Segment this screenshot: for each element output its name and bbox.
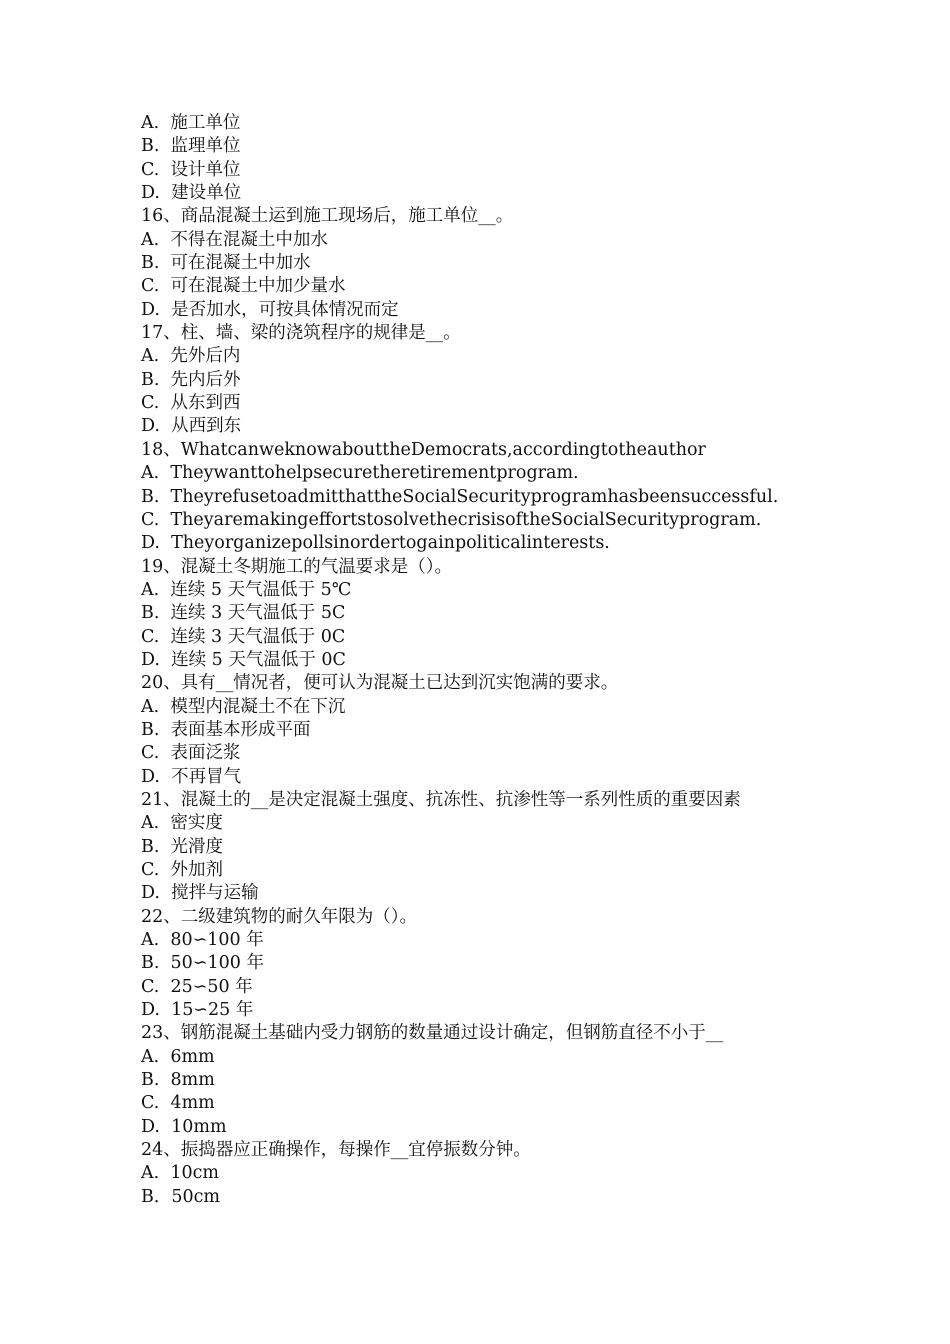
option-a-line: A. 密实度	[141, 813, 223, 834]
option-a-line: A. 模型内混凝土不在下沉	[141, 696, 346, 717]
option-d-line: D. 15∽25 年	[141, 1000, 254, 1021]
option-a-line: A. 6mm	[141, 1046, 215, 1067]
option-a-line: A. 施工单位	[141, 113, 241, 133]
document-page	[141, 112, 901, 1209]
question-22: 22、二级建筑物的耐久年限为（）。	[141, 906, 418, 927]
question-23: 23、钢筋混凝土基础内受力钢筋的数量通过设计确定，但钢筋直径不小于__	[141, 1023, 724, 1044]
option-b-line: B. 光滑度	[141, 836, 224, 857]
question-18: 18、WhatcanweknowabouttheDemocrats,accordingtotheauthor	[141, 439, 706, 460]
question-21: 21、混凝土的__是决定混凝土强度、抗冻性、抗渗性等一系列性质的重要因素	[141, 789, 741, 810]
option-c-line: C. 设计单位	[141, 159, 241, 180]
option-d-line: D. Theyorganizepollsinordertogainpoliticalinterests.	[141, 533, 610, 554]
option-b-line: B. 表面基本形成平面	[141, 719, 311, 740]
option-c-line: C. 可在混凝土中加少量水	[141, 276, 346, 297]
option-b-line: B. 连续 3 天气温低于 5C	[141, 603, 346, 624]
option-c-line: C. 外加剂	[141, 860, 223, 880]
option-c-line: C. 表面泛浆	[141, 743, 241, 764]
question-16: 16、商品混凝土运到施工现场后，施工单位__。	[141, 206, 514, 227]
question-20: 20、具有__情况者，便可认为混凝土已达到沉实饱满的要求。	[141, 673, 619, 694]
option-c-line: C. 连续 3 天气温低于 0C	[141, 626, 346, 647]
option-d-line: D. 从西到东	[141, 416, 242, 437]
option-d-line: D. 是否加水，可按具体情况而定	[141, 299, 399, 320]
option-a-line: A. Theywanttohelpsecuretheretirementprogram.	[141, 463, 579, 484]
option-a-line: A. 10cm	[141, 1163, 219, 1184]
option-a-line: A. 80∽100 年	[141, 930, 264, 951]
option-c-line: C. 从东到西	[141, 393, 241, 414]
question-17: 17、柱、墙、梁的浇筑程序的规律是__。	[141, 323, 461, 344]
option-a-line: A. 先外后内	[141, 346, 241, 367]
option-a-line: A. 不得在混凝土中加水	[141, 229, 328, 250]
option-b-line: B. TheyrefusetoadmitthattheSocialSecurityprogramhasbeensuccessful.	[141, 486, 779, 507]
option-b-line: B. 监理单位	[141, 136, 241, 157]
option-d-line: D. 建设单位	[141, 183, 242, 204]
option-c-line: C. 4mm	[141, 1093, 215, 1114]
option-c-line: C. 25∽50 年	[141, 976, 253, 997]
option-d-line: D. 连续 5 天气温低于 0C	[141, 649, 346, 670]
option-b-line: B. 8mm	[141, 1070, 215, 1091]
option-d-line: D. 搅拌与运输	[141, 883, 259, 904]
option-d-line: D. 不再冒气	[141, 766, 242, 787]
option-b-line: B. 先内后外	[141, 369, 241, 390]
question-19: 19、混凝土冬期施工的气温要求是（）。	[141, 556, 453, 577]
option-d-line: D. 10mm	[141, 1116, 227, 1137]
option-b-line: B. 可在混凝土中加水	[141, 253, 311, 274]
option-a-line: A. 连续 5 天气温低于 5℃	[141, 579, 352, 600]
option-c-line: C. TheyaremakingeffortstosolvethecrisisoftheSocialSecurityprogram.	[141, 509, 762, 530]
option-b-line: B．50cm	[141, 1186, 221, 1207]
option-b-line: B. 50∽100 年	[141, 953, 264, 974]
question-24: 24、振捣器应正确操作，每操作__宜停振数分钟。	[141, 1140, 531, 1161]
